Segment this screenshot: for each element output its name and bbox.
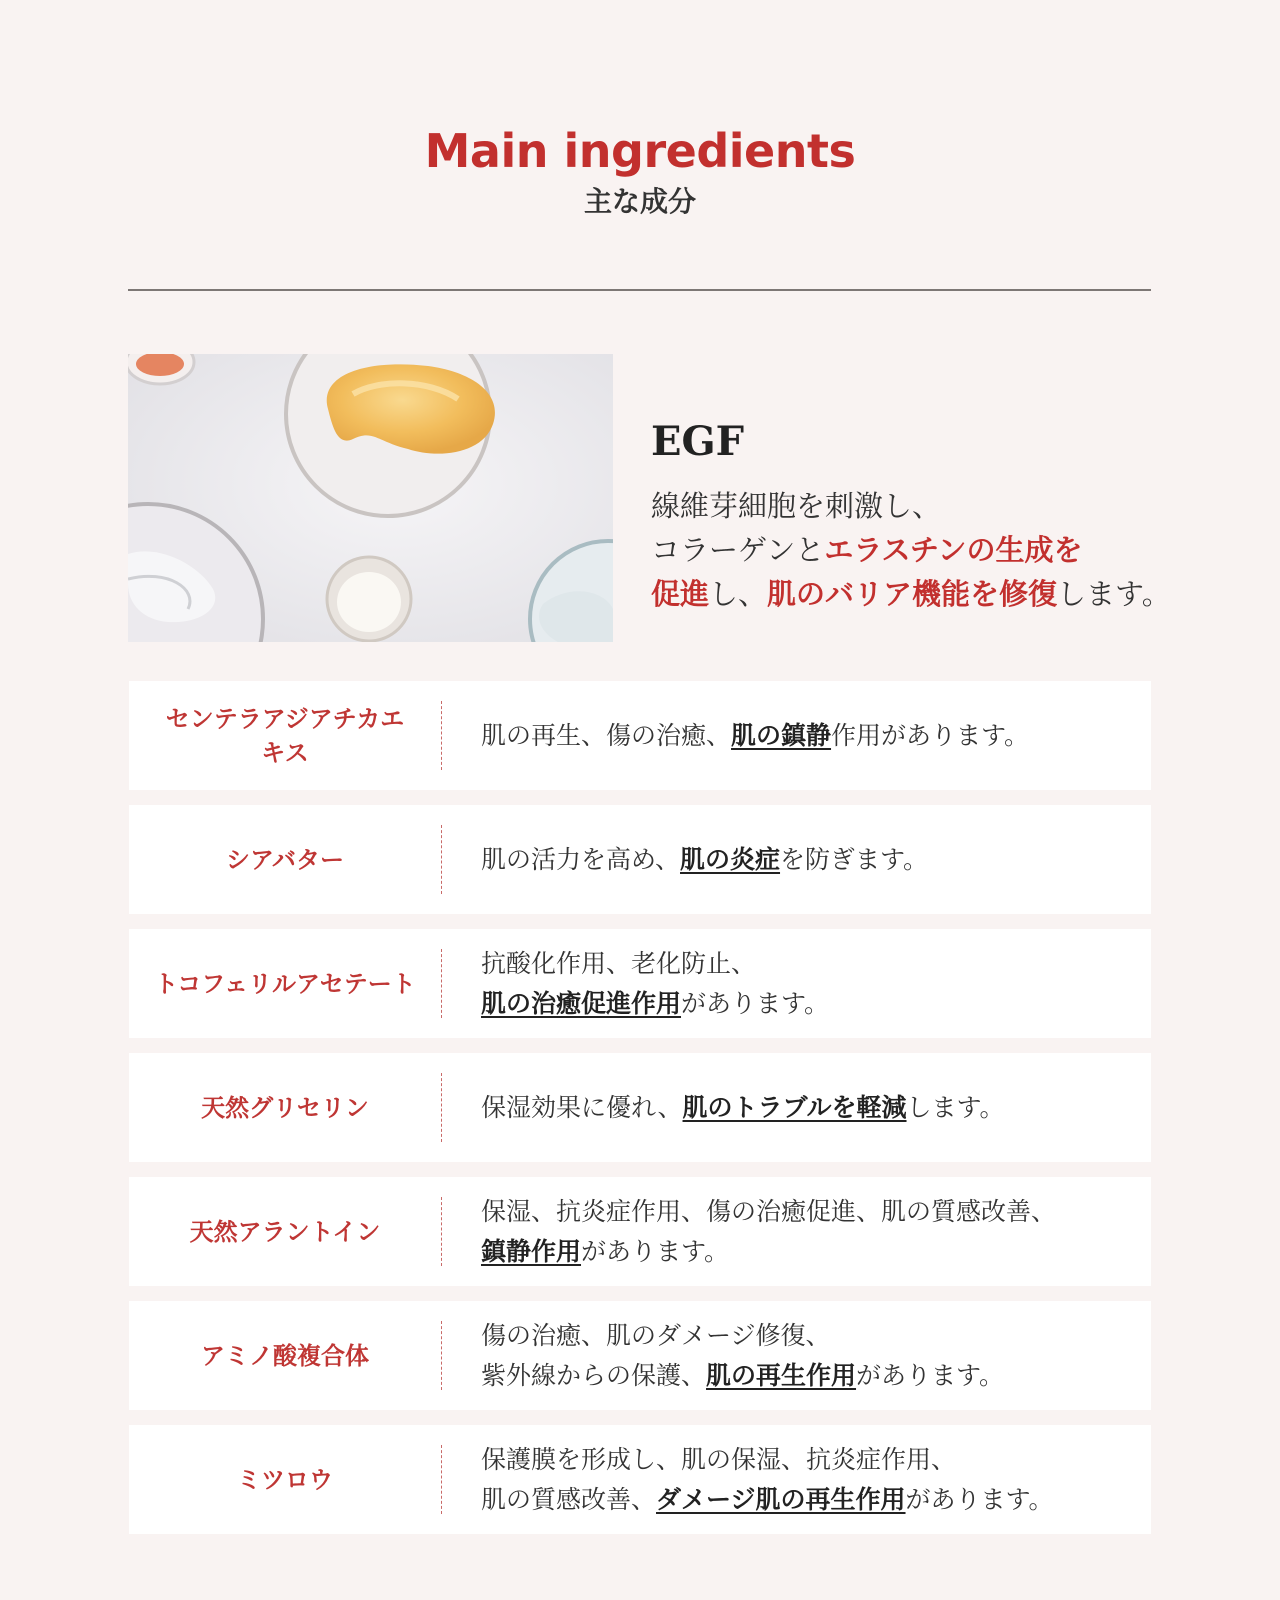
desc-text: 保湿効果に優れ、 (481, 1092, 683, 1122)
ingredient-name: トコフェリルアセテート (154, 968, 416, 998)
ingredient-name: ミツロウ (237, 1464, 333, 1494)
ingredient-row (129, 681, 1151, 790)
ingredient-name-text: センテラアジアチカエキス (165, 703, 405, 767)
desc-text: があります。 (681, 988, 830, 1018)
cosmetic-samples-image (128, 354, 613, 642)
desc-highlight: ダメージ肌の再生作用 (656, 1484, 906, 1514)
ingredient-row (129, 1425, 1151, 1534)
feature-ingredient (128, 354, 1188, 642)
desc-text: 作用があります。 (831, 720, 1030, 750)
desc-text: 肌の再生、傷の治癒、 (481, 720, 732, 750)
ingredient-description (481, 1053, 1141, 1162)
feature-name: EGF (651, 418, 745, 465)
desc-text: 肌の活力を高め、 (481, 844, 681, 874)
ingredient-row (129, 929, 1151, 1038)
feature-desc-line (651, 572, 1211, 616)
row-separator (441, 1445, 442, 1514)
row-separator (441, 825, 442, 894)
feature-description (651, 484, 1211, 616)
ingredient-name (129, 681, 441, 790)
header (0, 0, 1280, 216)
desc-line (481, 716, 1029, 756)
ingredient-name: アミノ酸複合体 (201, 1340, 369, 1370)
ingredient-description (481, 805, 1141, 914)
row-separator (441, 701, 442, 770)
ingredient-description (481, 681, 1141, 790)
desc-text: 紫外線からの保護、 (481, 1360, 707, 1390)
row-separator (441, 949, 442, 1018)
desc-line: 傷の治癒、肌のダメージ修復、 (481, 1320, 831, 1350)
row-separator (441, 1197, 442, 1266)
desc-line: 抗酸化作用、老化防止、 (481, 948, 757, 978)
desc-line: 保湿、抗炎症作用、傷の治癒促進、肌の質感改善、 (481, 1196, 1057, 1226)
ingredient-description (481, 1301, 1141, 1410)
desc-highlight: 鎮静作用 (481, 1236, 582, 1266)
page-title: Main ingredients (424, 124, 856, 178)
desc-highlight: 肌のトラブルを軽減 (682, 1092, 907, 1122)
desc-text: があります。 (581, 1236, 730, 1266)
desc-highlight: 促進 (651, 577, 710, 611)
desc-highlight: 肌のバリア機能を修復 (767, 577, 1058, 611)
row-separator (441, 1073, 442, 1142)
desc-text: があります。 (905, 1484, 1054, 1514)
feature-desc-line (651, 528, 1211, 572)
desc-highlight: エラスチンの生成を (824, 533, 1083, 567)
desc-highlight: 肌の炎症 (680, 844, 781, 874)
desc-line: 保護膜を形成し、肌の保湿、抗炎症作用、 (481, 1444, 957, 1474)
ingredient-row (129, 1301, 1151, 1410)
feature-desc-line (651, 484, 1211, 528)
desc-text: 線維芽細胞を刺激し、 (651, 489, 942, 523)
desc-text: コラーゲンと (651, 533, 825, 567)
divider (128, 289, 1151, 291)
desc-highlight: 肌の鎮静 (731, 720, 832, 750)
desc-text: があります。 (856, 1360, 1005, 1390)
desc-text: します。 (906, 1092, 1005, 1122)
ingredient-name: 天然グリセリン (201, 1092, 369, 1122)
desc-highlight: 肌の再生作用 (706, 1360, 857, 1390)
ingredient-row (129, 1053, 1151, 1162)
desc-text: し、 (709, 577, 768, 611)
desc-text: します。 (1057, 577, 1171, 611)
ingredient-description (481, 929, 1141, 1038)
ingredient-table (129, 681, 1151, 1549)
desc-line (481, 1356, 1004, 1396)
desc-line (481, 984, 829, 1024)
page-subtitle: 主な成分 (583, 185, 696, 218)
ingredient-name: シアバター (225, 844, 345, 874)
desc-highlight: 肌の治癒促進作用 (481, 988, 682, 1018)
feature-text (651, 418, 1211, 616)
ingredient-row (129, 805, 1151, 914)
desc-text: を防ぎます。 (780, 844, 929, 874)
row-separator (441, 1321, 442, 1390)
ingredient-row (129, 1177, 1151, 1286)
ingredient-description (481, 1177, 1141, 1286)
desc-line (481, 840, 928, 880)
desc-line (481, 1232, 1056, 1272)
desc-line (481, 1088, 1005, 1128)
desc-text: 肌の質感改善、 (481, 1484, 657, 1514)
ingredient-description (481, 1425, 1141, 1534)
ingredient-name: 天然アラントイン (189, 1216, 381, 1246)
desc-line (481, 1480, 1054, 1520)
